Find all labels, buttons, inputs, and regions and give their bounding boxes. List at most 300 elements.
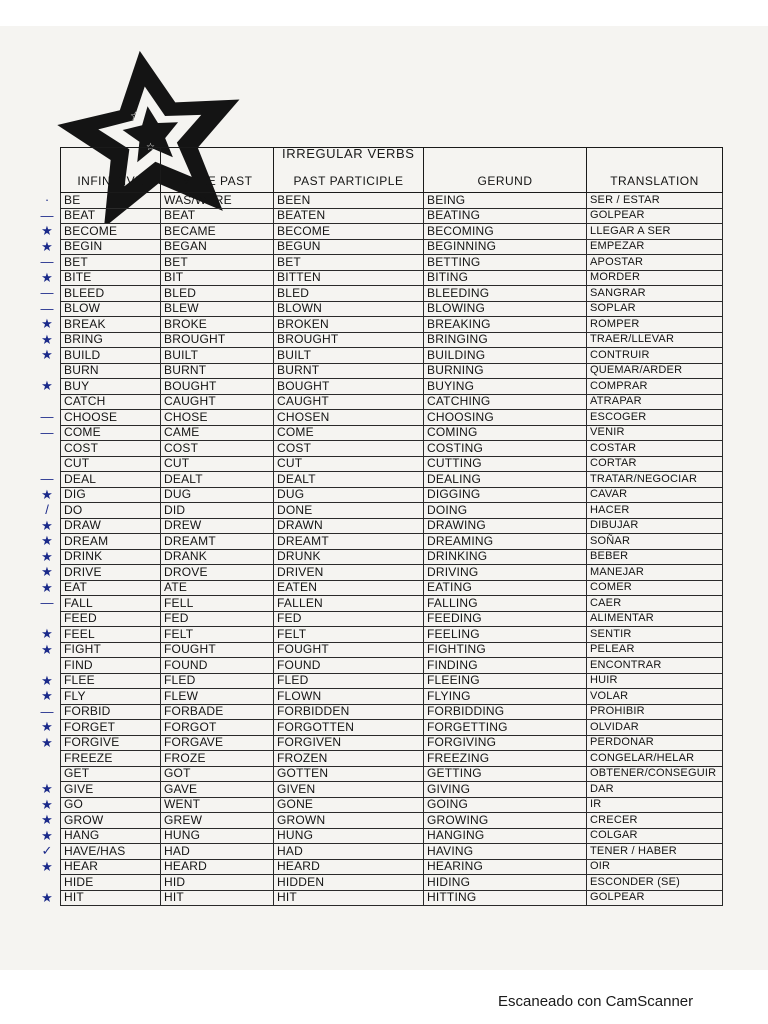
gerund-cell: FEEDING: [424, 611, 587, 627]
infinitive-cell: GO: [61, 797, 161, 813]
past-participle-cell: BITTEN: [274, 270, 424, 286]
past-participle-cell: FLED: [274, 673, 424, 689]
simple-past-cell: FORBADE: [161, 704, 274, 720]
table-row: [61, 735, 723, 751]
simple-past-cell: FROZE: [161, 751, 274, 767]
gerund-cell: HEARING: [424, 859, 587, 875]
gerund-cell: HANGING: [424, 828, 587, 844]
simple-past-cell: DRANK: [161, 549, 274, 565]
past-participle-cell: FORGIVEN: [274, 735, 424, 751]
simple-past-cell: HUNG: [161, 828, 274, 844]
table-row: [61, 224, 723, 240]
margin-mark: ★: [41, 517, 53, 533]
gerund-cell: DREAMING: [424, 534, 587, 550]
simple-past-cell: BOUGHT: [161, 379, 274, 395]
past-participle-cell: CHOSEN: [274, 410, 424, 426]
translation-cell: ALIMENTAR: [587, 611, 723, 627]
gerund-cell: DRINKING: [424, 549, 587, 565]
margin-mark: ★: [41, 781, 53, 797]
infinitive-cell: FREEZE: [61, 751, 161, 767]
translation-cell: SENTIR: [587, 627, 723, 643]
simple-past-cell: FORGOT: [161, 720, 274, 736]
simple-past-cell: FORGAVE: [161, 735, 274, 751]
margin-mark: ★: [41, 533, 53, 549]
past-participle-cell: CUT: [274, 456, 424, 472]
translation-cell: OLVIDAR: [587, 720, 723, 736]
translation-cell: VENIR: [587, 425, 723, 441]
past-participle-cell: FOUND: [274, 658, 424, 674]
infinitive-cell: GET: [61, 766, 161, 782]
table-row: [61, 596, 723, 612]
table-row: [61, 627, 723, 643]
gerund-cell: GIVING: [424, 782, 587, 798]
table-row: [61, 193, 723, 209]
simple-past-cell: FOUND: [161, 658, 274, 674]
infinitive-cell: COME: [61, 425, 161, 441]
past-participle-cell: FORGOTTEN: [274, 720, 424, 736]
gerund-cell: FORGIVING: [424, 735, 587, 751]
table-row: [61, 472, 723, 488]
translation-cell: PELEAR: [587, 642, 723, 658]
infinitive-cell: BLEED: [61, 286, 161, 302]
gerund-cell: BUYING: [424, 379, 587, 395]
past-participle-cell: HIDDEN: [274, 875, 424, 891]
gerund-cell: FLYING: [424, 689, 587, 705]
past-participle-cell: BEATEN: [274, 208, 424, 224]
header-infinitive: INFINITIVE: [61, 148, 161, 193]
simple-past-cell: COST: [161, 441, 274, 457]
translation-cell: MANEJAR: [587, 565, 723, 581]
margin-mark: ★: [41, 378, 53, 394]
infinitive-cell: GIVE: [61, 782, 161, 798]
past-participle-cell: HUNG: [274, 828, 424, 844]
translation-cell: IR: [587, 797, 723, 813]
simple-past-cell: CUT: [161, 456, 274, 472]
gerund-cell: BEING: [424, 193, 587, 209]
translation-cell: GOLPEAR: [587, 208, 723, 224]
infinitive-cell: CHOOSE: [61, 410, 161, 426]
infinitive-cell: FALL: [61, 596, 161, 612]
simple-past-cell: BLED: [161, 286, 274, 302]
gerund-cell: FREEZING: [424, 751, 587, 767]
past-participle-cell: BROUGHT: [274, 332, 424, 348]
translation-cell: SANGRAR: [587, 286, 723, 302]
infinitive-cell: FEEL: [61, 627, 161, 643]
past-participle-cell: GONE: [274, 797, 424, 813]
translation-cell: ROMPER: [587, 317, 723, 333]
infinitive-cell: BEGIN: [61, 239, 161, 255]
translation-cell: PERDONAR: [587, 735, 723, 751]
table-row: [61, 534, 723, 550]
table-row: [61, 301, 723, 317]
infinitive-cell: BREAK: [61, 317, 161, 333]
margin-mark: ★: [41, 889, 53, 905]
simple-past-cell: CAUGHT: [161, 394, 274, 410]
gerund-cell: GOING: [424, 797, 587, 813]
translation-cell: TENER / HABER: [587, 844, 723, 860]
margin-mark: —: [40, 471, 54, 487]
gerund-cell: COMING: [424, 425, 587, 441]
simple-past-cell: DREW: [161, 518, 274, 534]
translation-cell: TRAER/LLEVAR: [587, 332, 723, 348]
simple-past-cell: DUG: [161, 487, 274, 503]
infinitive-cell: CATCH: [61, 394, 161, 410]
margin-mark: ·: [44, 192, 50, 208]
translation-cell: COMPRAR: [587, 379, 723, 395]
past-participle-cell: FED: [274, 611, 424, 627]
simple-past-cell: DREAMT: [161, 534, 274, 550]
table-row: [61, 239, 723, 255]
translation-cell: GOLPEAR: [587, 890, 723, 906]
gerund-cell: BETTING: [424, 255, 587, 271]
translation-cell: EMPEZAR: [587, 239, 723, 255]
past-participle-cell: GOTTEN: [274, 766, 424, 782]
infinitive-cell: BE: [61, 193, 161, 209]
simple-past-cell: BURNT: [161, 363, 274, 379]
verbs-table: [60, 147, 723, 906]
margin-mark: —: [40, 409, 54, 425]
infinitive-cell: COST: [61, 441, 161, 457]
margin-mark: ★: [41, 331, 53, 347]
table-row: [61, 813, 723, 829]
infinitive-cell: DRIVE: [61, 565, 161, 581]
simple-past-cell: CHOSE: [161, 410, 274, 426]
translation-cell: CONTRUIR: [587, 348, 723, 364]
margin-mark: ✓: [41, 843, 53, 859]
translation-cell: QUEMAR/ARDER: [587, 363, 723, 379]
gerund-cell: BRINGING: [424, 332, 587, 348]
infinitive-cell: EAT: [61, 580, 161, 596]
infinitive-cell: FIND: [61, 658, 161, 674]
gerund-cell: FINDING: [424, 658, 587, 674]
past-participle-cell: GROWN: [274, 813, 424, 829]
simple-past-cell: HAD: [161, 844, 274, 860]
table-row: [61, 844, 723, 860]
gerund-cell: DEALING: [424, 472, 587, 488]
scanner-watermark: Escaneado con CamScanner: [498, 993, 694, 1010]
table-row: [61, 720, 723, 736]
infinitive-cell: HIDE: [61, 875, 161, 891]
table-row: [61, 379, 723, 395]
table-row: [61, 890, 723, 906]
table-row: [61, 565, 723, 581]
past-participle-cell: DONE: [274, 503, 424, 519]
simple-past-cell: FED: [161, 611, 274, 627]
translation-cell: CONGELAR/HELAR: [587, 751, 723, 767]
simple-past-cell: DID: [161, 503, 274, 519]
simple-past-cell: FLEW: [161, 689, 274, 705]
infinitive-cell: DIG: [61, 487, 161, 503]
gerund-cell: FIGHTING: [424, 642, 587, 658]
past-participle-cell: DEALT: [274, 472, 424, 488]
translation-cell: DAR: [587, 782, 723, 798]
margin-mark: ★: [41, 548, 53, 564]
margin-mark: ★: [41, 223, 53, 239]
gerund-cell: HITTING: [424, 890, 587, 906]
simple-past-cell: WAS/WERE: [161, 193, 274, 209]
infinitive-cell: DRINK: [61, 549, 161, 565]
table-row: [61, 689, 723, 705]
infinitive-cell: HANG: [61, 828, 161, 844]
gerund-cell: BLEEDING: [424, 286, 587, 302]
gerund-cell: CHOOSING: [424, 410, 587, 426]
past-participle-cell: FOUGHT: [274, 642, 424, 658]
translation-cell: ENCONTRAR: [587, 658, 723, 674]
simple-past-cell: BUILT: [161, 348, 274, 364]
margin-mark: —: [40, 595, 54, 611]
simple-past-cell: GOT: [161, 766, 274, 782]
simple-past-cell: WENT: [161, 797, 274, 813]
gerund-cell: BURNING: [424, 363, 587, 379]
past-participle-cell: BET: [274, 255, 424, 271]
page-title: IRREGULAR VERBS: [282, 146, 415, 161]
table-row: [61, 673, 723, 689]
gerund-cell: FLEEING: [424, 673, 587, 689]
past-participle-cell: FELT: [274, 627, 424, 643]
table-row: [61, 518, 723, 534]
past-participle-cell: COME: [274, 425, 424, 441]
simple-past-cell: BIT: [161, 270, 274, 286]
gerund-cell: COSTING: [424, 441, 587, 457]
simple-past-cell: CAME: [161, 425, 274, 441]
translation-cell: MORDER: [587, 270, 723, 286]
translation-cell: CORTAR: [587, 456, 723, 472]
gerund-cell: BLOWING: [424, 301, 587, 317]
past-participle-cell: BEEN: [274, 193, 424, 209]
translation-cell: DIBUJAR: [587, 518, 723, 534]
translation-cell: COSTAR: [587, 441, 723, 457]
infinitive-cell: FIGHT: [61, 642, 161, 658]
margin-mark: ★: [41, 641, 53, 657]
past-participle-cell: BUILT: [274, 348, 424, 364]
margin-mark: ★: [41, 564, 53, 580]
infinitive-cell: BEAT: [61, 208, 161, 224]
infinitive-cell: BUILD: [61, 348, 161, 364]
header-simple-past: MPLE PAST: [161, 148, 274, 193]
infinitive-cell: GROW: [61, 813, 161, 829]
infinitive-cell: DRAW: [61, 518, 161, 534]
svg-text:☆: ☆: [130, 109, 141, 123]
gerund-cell: FORGETTING: [424, 720, 587, 736]
translation-cell: PROHIBIR: [587, 704, 723, 720]
simple-past-cell: FELL: [161, 596, 274, 612]
past-participle-cell: BECOME: [274, 224, 424, 240]
past-participle-cell: FROZEN: [274, 751, 424, 767]
table-row: [61, 797, 723, 813]
simple-past-cell: FOUGHT: [161, 642, 274, 658]
table-row: [61, 363, 723, 379]
table-row: [61, 611, 723, 627]
table-row: [61, 782, 723, 798]
table-row: [61, 317, 723, 333]
gerund-cell: DOING: [424, 503, 587, 519]
infinitive-cell: BITE: [61, 270, 161, 286]
infinitive-cell: BRING: [61, 332, 161, 348]
past-participle-cell: HEARD: [274, 859, 424, 875]
infinitive-cell: FORGIVE: [61, 735, 161, 751]
margin-mark: —: [40, 285, 54, 301]
infinitive-cell: DEAL: [61, 472, 161, 488]
translation-cell: CAER: [587, 596, 723, 612]
gerund-cell: DRIVING: [424, 565, 587, 581]
infinitive-cell: BET: [61, 255, 161, 271]
infinitive-cell: DO: [61, 503, 161, 519]
gerund-cell: BEATING: [424, 208, 587, 224]
table-row: [61, 828, 723, 844]
infinitive-cell: BECOME: [61, 224, 161, 240]
infinitive-cell: FORGET: [61, 720, 161, 736]
past-participle-cell: FALLEN: [274, 596, 424, 612]
margin-mark: —: [40, 254, 54, 270]
gerund-cell: DRAWING: [424, 518, 587, 534]
simple-past-cell: ATE: [161, 580, 274, 596]
simple-past-cell: DEALT: [161, 472, 274, 488]
past-participle-cell: FORBIDDEN: [274, 704, 424, 720]
gerund-cell: BITING: [424, 270, 587, 286]
margin-mark: ★: [41, 719, 53, 735]
table-row: [61, 642, 723, 658]
margin-mark: ★: [41, 672, 53, 688]
margin-mark: ★: [41, 827, 53, 843]
past-participle-cell: HAD: [274, 844, 424, 860]
translation-cell: ESCONDER (SE): [587, 875, 723, 891]
past-participle-cell: DRAWN: [274, 518, 424, 534]
table-row: [61, 255, 723, 271]
table-row: [61, 766, 723, 782]
simple-past-cell: BROKE: [161, 317, 274, 333]
translation-cell: APOSTAR: [587, 255, 723, 271]
margin-mark: ★: [41, 486, 53, 502]
past-participle-cell: CAUGHT: [274, 394, 424, 410]
simple-past-cell: BET: [161, 255, 274, 271]
translation-cell: COMER: [587, 580, 723, 596]
gerund-cell: HAVING: [424, 844, 587, 860]
gerund-cell: FORBIDDING: [424, 704, 587, 720]
translation-cell: TRATAR/NEGOCIAR: [587, 472, 723, 488]
translation-cell: ATRAPAR: [587, 394, 723, 410]
gerund-cell: GROWING: [424, 813, 587, 829]
simple-past-cell: BROUGHT: [161, 332, 274, 348]
translation-cell: CRECER: [587, 813, 723, 829]
infinitive-cell: FEED: [61, 611, 161, 627]
margin-mark: ★: [41, 734, 53, 750]
infinitive-cell: HEAR: [61, 859, 161, 875]
past-participle-cell: BLOWN: [274, 301, 424, 317]
infinitive-cell: CUT: [61, 456, 161, 472]
gerund-cell: BEGINNING: [424, 239, 587, 255]
past-participle-cell: BOUGHT: [274, 379, 424, 395]
table-row: [61, 348, 723, 364]
past-participle-cell: DRIVEN: [274, 565, 424, 581]
gerund-cell: CATCHING: [424, 394, 587, 410]
table-row: [61, 394, 723, 410]
table-row: [61, 270, 723, 286]
margin-mark: ★: [41, 316, 53, 332]
past-participle-cell: DRUNK: [274, 549, 424, 565]
translation-cell: SOÑAR: [587, 534, 723, 550]
svg-text:☆: ☆: [146, 142, 155, 153]
table-row: [61, 456, 723, 472]
table-row: [61, 441, 723, 457]
table-row: [61, 859, 723, 875]
margin-mark: ★: [41, 238, 53, 254]
margin-mark: ★: [41, 796, 53, 812]
past-participle-cell: FLOWN: [274, 689, 424, 705]
infinitive-cell: BURN: [61, 363, 161, 379]
table-row: [61, 549, 723, 565]
table-row: [61, 487, 723, 503]
simple-past-cell: DROVE: [161, 565, 274, 581]
gerund-cell: BUILDING: [424, 348, 587, 364]
past-participle-cell: DUG: [274, 487, 424, 503]
simple-past-cell: HEARD: [161, 859, 274, 875]
margin-mark: /: [45, 502, 49, 518]
translation-cell: OBTENER/CONSEGUIR: [587, 766, 723, 782]
table-row: [61, 875, 723, 891]
table-row: [61, 751, 723, 767]
past-participle-cell: COST: [274, 441, 424, 457]
margin-mark: ★: [41, 579, 53, 595]
verbs-table-body: [61, 193, 723, 906]
past-participle-cell: EATEN: [274, 580, 424, 596]
infinitive-cell: HIT: [61, 890, 161, 906]
table-row: [61, 704, 723, 720]
translation-cell: SER / ESTAR: [587, 193, 723, 209]
simple-past-cell: BECAME: [161, 224, 274, 240]
translation-cell: HUIR: [587, 673, 723, 689]
translation-cell: CAVAR: [587, 487, 723, 503]
simple-past-cell: FLED: [161, 673, 274, 689]
table-row: [61, 580, 723, 596]
table-row: [61, 503, 723, 519]
margin-mark: ★: [41, 347, 53, 363]
margin-mark: —: [40, 703, 54, 719]
simple-past-cell: BEGAN: [161, 239, 274, 255]
header-row: [61, 148, 723, 193]
table-row: [61, 332, 723, 348]
translation-cell: VOLAR: [587, 689, 723, 705]
simple-past-cell: BLEW: [161, 301, 274, 317]
simple-past-cell: HIT: [161, 890, 274, 906]
past-participle-cell: BROKEN: [274, 317, 424, 333]
translation-cell: LLEGAR A SER: [587, 224, 723, 240]
simple-past-cell: BEAT: [161, 208, 274, 224]
gerund-cell: EATING: [424, 580, 587, 596]
gerund-cell: HIDING: [424, 875, 587, 891]
table-row: [61, 410, 723, 426]
gerund-cell: BREAKING: [424, 317, 587, 333]
translation-cell: COLGAR: [587, 828, 723, 844]
gerund-cell: DIGGING: [424, 487, 587, 503]
margin-mark: ★: [41, 269, 53, 285]
margin-mark: —: [40, 207, 54, 223]
infinitive-cell: FLY: [61, 689, 161, 705]
past-participle-cell: BLED: [274, 286, 424, 302]
translation-cell: SOPLAR: [587, 301, 723, 317]
gerund-cell: BECOMING: [424, 224, 587, 240]
gerund-cell: FEELING: [424, 627, 587, 643]
margin-mark: —: [40, 300, 54, 316]
infinitive-cell: BLOW: [61, 301, 161, 317]
margin-mark: ★: [41, 812, 53, 828]
infinitive-cell: BUY: [61, 379, 161, 395]
margin-mark: —: [40, 424, 54, 440]
infinitive-cell: FORBID: [61, 704, 161, 720]
table-row: [61, 286, 723, 302]
past-participle-cell: HIT: [274, 890, 424, 906]
past-participle-cell: GIVEN: [274, 782, 424, 798]
simple-past-cell: HID: [161, 875, 274, 891]
